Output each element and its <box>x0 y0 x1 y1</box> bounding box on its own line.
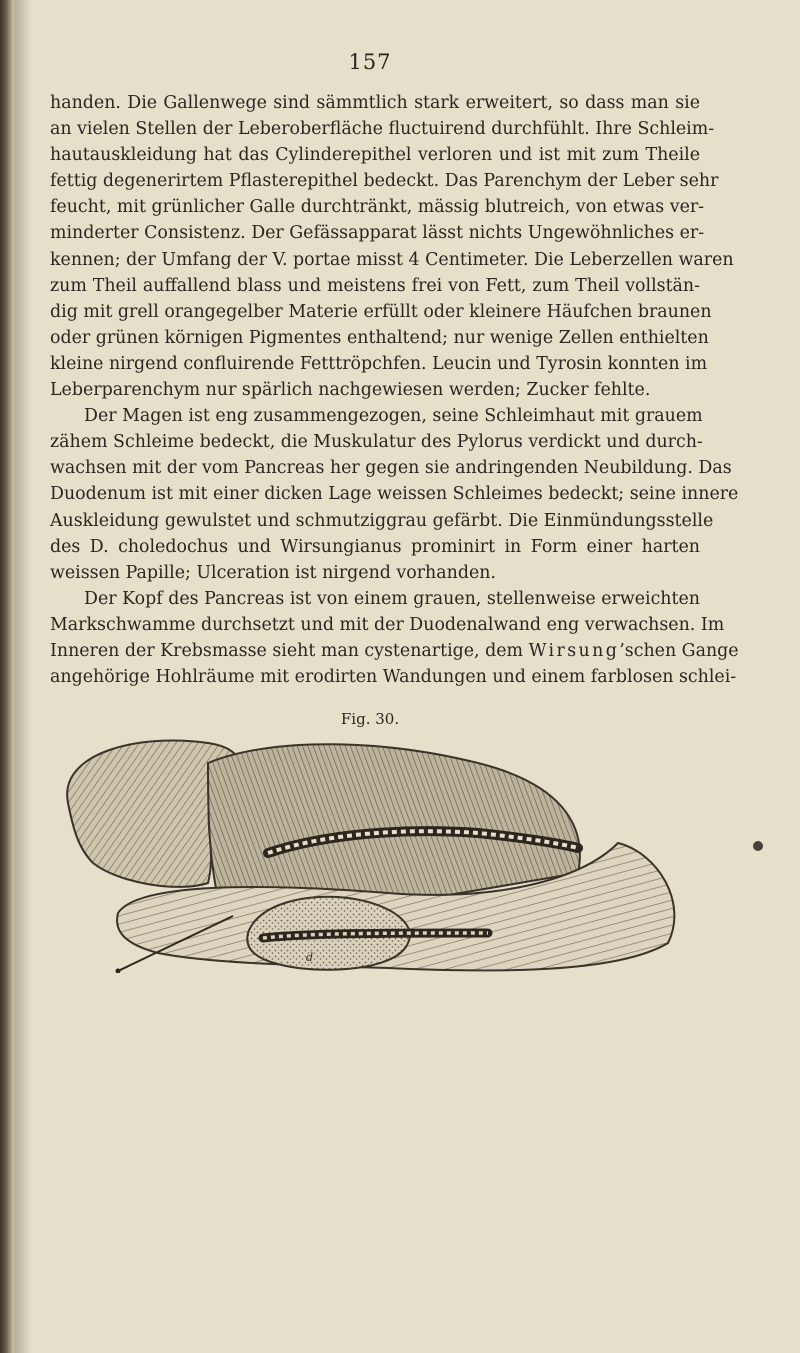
text-line: fettig degenerirtem Pflasterepithel bedeckt. Das Parenchym der Leber sehr <box>50 171 719 192</box>
text-fragment: Inneren der Krebsmasse sieht man cystenartige, dem <box>50 640 529 661</box>
text-line <box>50 638 739 664</box>
book-binding-edge <box>0 0 14 1353</box>
text-line: zum Theil auffallend blass und meistens frei von Fett, zum Theil vollstän- <box>50 275 700 296</box>
ink-dot <box>753 841 763 851</box>
text-line: kennen; der Umfang der V. portae misst 4 Centimeter. Die Leberzellen waren <box>50 249 734 270</box>
text-line: hautauskleidung hat das Cylinderepithel verloren und ist mit zum Theile <box>50 145 700 166</box>
paragraph-1 <box>50 90 734 403</box>
anatomical-illustration <box>58 733 683 973</box>
text-line: angehörige Hohlräume mit erodirten Wandungen und einem farblosen schlei- <box>50 667 737 688</box>
text-line: Markschwamme durchsetzt und mit der Duodenalwand eng verwachsen. Im <box>50 614 725 635</box>
text-line: feucht, mit grünlicher Galle durchtränkt, mässig blutreich, von etwas ver- <box>50 197 705 218</box>
text-line: wachsen mit der vom Pancreas her gegen sie andringenden Neubildung. Das <box>50 458 732 479</box>
text-line: an vielen Stellen der Leberoberfläche fluctuirend durchfühlt. Ihre Schleim- <box>50 119 715 140</box>
text-line: Auskleidung gewulstet und schmutziggrau gefärbt. Die Einmündungsstelle <box>50 510 714 531</box>
text-line: dig mit grell orangegelber Materie erfüllt oder kleinere Häufchen braunen <box>50 301 712 322</box>
gutter-shadow <box>14 0 32 1353</box>
text-line: weissen Papille; Ulceration ist nirgend vorhanden. <box>50 562 496 583</box>
text-line: Leberparenchym nur spärlich nachgewiesen werden; Zucker fehlte. <box>50 380 651 401</box>
text-line: kleine nirgend confluirende Fetttröpchfen. Leucin und Tyrosin konnten im <box>50 353 708 374</box>
body-text <box>50 90 739 690</box>
text-line: Der Magen ist eng zusammengezogen, seine Schleimhaut mit grauem <box>84 406 703 427</box>
page-number: 157 <box>348 50 392 74</box>
text-line: zähem Schleime bedeckt, die Muskulatur des Pylorus verdickt und durch- <box>50 432 703 453</box>
text-line: des D. choledochus und Wirsungianus prominirt in Form einer harten <box>50 536 700 557</box>
text-line: Duodenum ist mit einer dicken Lage weissen Schleimes bedeckt; seine innere <box>50 484 739 505</box>
paragraph-3 <box>50 586 739 690</box>
figure-caption: Fig. 30. <box>340 710 400 728</box>
author-name-spaced: Wirsung <box>528 640 620 661</box>
figure-label: d <box>306 951 314 964</box>
text-line: oder grünen körnigen Pigmentes enthaltend; nur wenige Zellen enthielten <box>50 327 709 348</box>
text-line: Der Kopf des Pancreas ist von einem grauen, stellenweise erweichten <box>84 588 700 609</box>
paragraph-2 <box>50 403 739 586</box>
text-fragment: ’schen Gange <box>619 640 739 661</box>
text-line: handen. Die Gallenwege sind sämmtlich stark erweitert, so dass man sie <box>50 93 700 113</box>
text-line: minderter Consistenz. Der Gefässapparat lässt nichts Ungewöhnliches er- <box>50 223 705 244</box>
